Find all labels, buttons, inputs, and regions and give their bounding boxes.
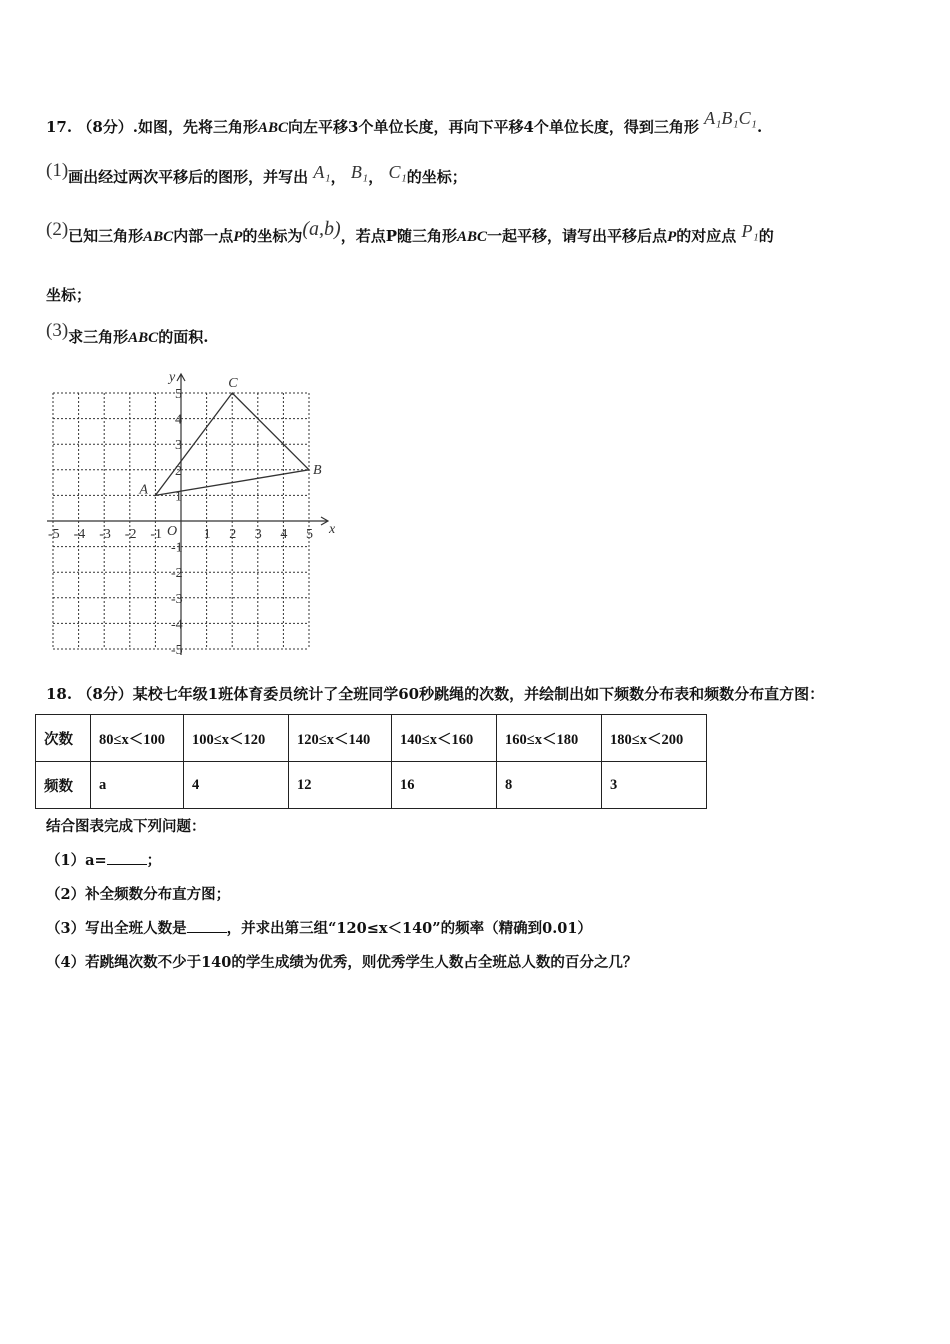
y-tick-label: -2: [171, 566, 183, 582]
q17-a1b1c1: A₁B₁C₁: [704, 108, 757, 128]
point-label-c: C: [228, 376, 238, 391]
q17-p1-sep1: ，: [330, 168, 346, 186]
table-row: [36, 762, 707, 809]
x-tick-label: 1: [203, 527, 211, 542]
q18-score: （8分）: [77, 685, 133, 703]
coordinate-grid-figure: [40, 368, 340, 658]
axes: [47, 370, 336, 655]
q17-abc: ABC: [258, 120, 289, 136]
q17-stem: [46, 108, 763, 137]
q17-part3: [46, 320, 209, 348]
q17-p3-text-b: 的面积.: [158, 328, 209, 346]
table-row: [36, 715, 707, 762]
point-label-b: B: [313, 462, 322, 478]
interval-cell: 160≤x＜180: [497, 715, 602, 762]
interval-cell: 180≤x＜200: [602, 715, 707, 762]
q17-p2-p2: P: [385, 227, 398, 245]
q18-s3-text-a: （3）写出全班人数是: [46, 920, 187, 937]
q18-intro-text: 结合图表完成下列问题：: [46, 818, 206, 835]
x-tick-label: -1: [150, 527, 163, 542]
y-tick-label: 5: [175, 387, 182, 402]
q17-stem-end: .: [756, 118, 763, 136]
q17-p1-b1: B₁: [350, 162, 369, 182]
q17-p1-label: (1): [46, 160, 69, 181]
q17-p2-text-h: 的: [758, 227, 774, 245]
x-tick-label: 5: [306, 527, 313, 542]
origin-label: O: [167, 524, 178, 539]
q17-stem-b: 向左平移3个单位长度，再向下平移4个单位长度，得到三角形: [288, 118, 699, 136]
q18-s1-end: ；: [146, 852, 162, 869]
q17-p2-text-d: ，若点: [340, 227, 386, 245]
frequency-cell: 4: [184, 762, 289, 809]
q17-p2-text-e: 随三角形: [397, 227, 458, 245]
y-axis-label: y: [169, 370, 176, 385]
y-tick-label: -5: [171, 643, 183, 658]
y-tick-label: 3: [175, 438, 182, 454]
answer-blank: [187, 918, 227, 933]
x-tick-label: -2: [124, 527, 137, 542]
q17-p1-a1: A₁: [313, 162, 331, 182]
q18-sub4: [46, 951, 637, 972]
q18-number: 18.: [46, 685, 73, 703]
q17-p2-abc: ABC: [143, 229, 174, 245]
q18-stem-text: 某校七年级1班体育委员统计了全班同学60秒跳绳的次数，并绘制出如下频数分布表和频数分布直方图：: [132, 685, 825, 703]
x-tick-label: 2: [229, 527, 237, 542]
frequency-cell: 3: [602, 762, 707, 809]
y-tick-label: 1: [175, 489, 182, 505]
frequency-cell: 16: [392, 762, 497, 809]
q17-p2-text-c: 的坐标为: [242, 227, 303, 245]
frequency-cell: 12: [289, 762, 392, 809]
q17-p2-abc2: ABC: [457, 229, 488, 245]
frequency-cell: a: [91, 762, 184, 809]
x-tick-label: 4: [280, 527, 288, 542]
q17-p3-label: (3): [46, 320, 69, 341]
q17-part2-cont: [46, 284, 91, 305]
point-label-a: A: [139, 482, 148, 498]
q17-stem-a: .如图，先将三角形: [132, 118, 259, 136]
q17-p1-text-b: 的坐标；: [406, 168, 467, 186]
q17-p2-text-g: 的对应点: [676, 227, 737, 245]
q17-p2-p1name: P₁: [741, 221, 759, 241]
frequency-cell: 8: [497, 762, 602, 809]
x-tick-label: -3: [99, 527, 111, 542]
q17-p2-cont: 坐标；: [46, 286, 92, 304]
y-tick-label: -3: [171, 591, 183, 607]
x-axis-label: x: [329, 522, 336, 537]
interval-cell: 80≤x＜100: [91, 715, 184, 762]
q17-number: 17.: [46, 118, 73, 136]
y-tick-label: -1: [171, 540, 183, 556]
q18-sub3: [46, 917, 592, 938]
q17-p2-label: (2): [46, 219, 69, 240]
x-tick-label: -5: [48, 527, 60, 542]
q17-p2-text-b: 内部一点: [173, 227, 234, 245]
row-header-count: 次数: [36, 715, 91, 762]
q18-s1-text: （1）a=: [46, 852, 107, 869]
x-tick-label: -4: [73, 527, 86, 542]
q17-p2-p: P: [233, 229, 243, 245]
y-tick-label: 2: [175, 463, 182, 479]
interval-cell: 120≤x＜140: [289, 715, 392, 762]
q18-s4-text: （4）若跳绳次数不少于140的学生成绩为优秀，则优秀学生人数占全班总人数的百分之几？: [46, 954, 638, 971]
interval-cell: 140≤x＜160: [392, 715, 497, 762]
row-header-frequency: 频数: [36, 762, 91, 809]
q18-s3-text-b: ，并求出第三组“120≤x＜140”的频率（精确到0.01）: [226, 920, 592, 937]
y-tick-label: -4: [171, 617, 183, 633]
y-tick-label: 4: [175, 412, 182, 428]
q18-intro: [46, 815, 206, 836]
q17-p1-sep2: ，: [368, 168, 384, 186]
q18-s2-text: （2）补全频数分布直方图；: [46, 886, 231, 903]
q17-p2-text-f: 一起平移，请写出平移后点: [487, 227, 668, 245]
q17-p2-p3: P: [667, 229, 677, 245]
q17-part1: [46, 160, 467, 188]
q17-p3-text-a: 求三角形: [68, 328, 129, 346]
q18-stem: [46, 683, 824, 704]
interval-cell: 100≤x＜120: [184, 715, 289, 762]
q18-sub1: [46, 849, 161, 870]
q17-p2-coord: (a,b): [302, 218, 341, 240]
q17-part2: [46, 218, 774, 247]
answer-blank: [107, 850, 147, 865]
triangle-abc: [138, 376, 322, 497]
frequency-table: [35, 714, 707, 809]
q17-p1-c1: C₁: [388, 162, 407, 182]
q17-p3-abc: ABC: [128, 330, 159, 346]
q17-score: （8分）: [77, 118, 133, 136]
q17-p1-text-a: 画出经过两次平移后的图形，并写出: [68, 168, 309, 186]
q17-p2-text-a: 已知三角形: [68, 227, 144, 245]
q18-sub2: [46, 883, 230, 904]
x-tick-label: 3: [254, 527, 262, 542]
